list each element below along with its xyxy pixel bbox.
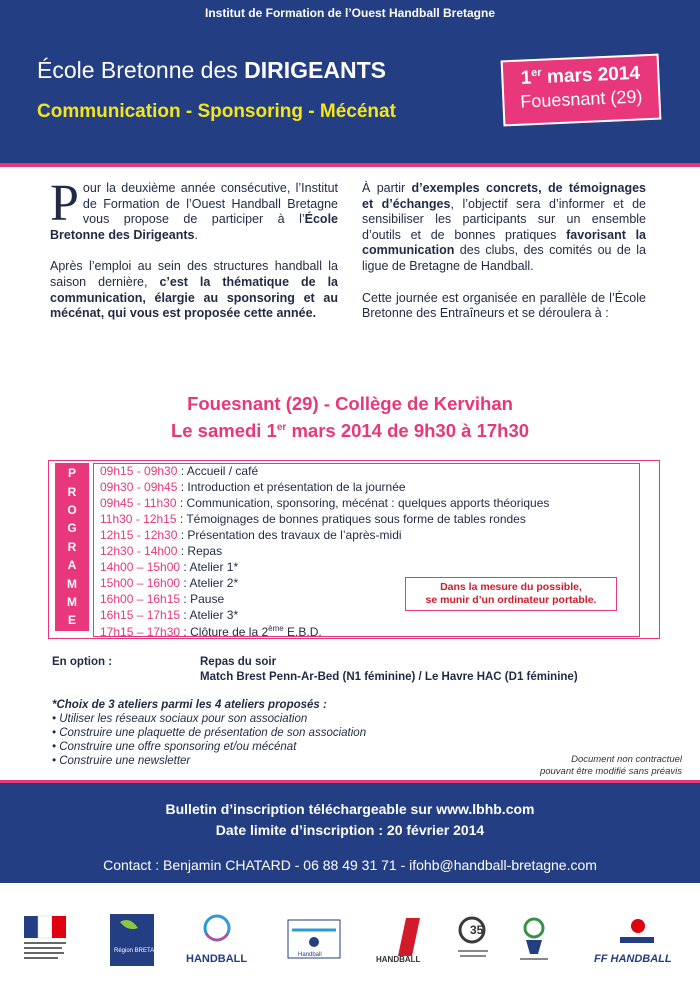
comite-ille-et-vilaine-logo bbox=[452, 912, 496, 968]
schedule-row: 09h15 - 09h30 : Accueil / café bbox=[100, 464, 259, 478]
schedule-row: 12h30 - 14h00 : Repas bbox=[100, 544, 223, 558]
workshop-item: • Utiliser les réseaux sociaux pour son association bbox=[52, 713, 308, 725]
region-bretagne-logo-text: Région BRETAGNE bbox=[114, 948, 168, 954]
schedule-row: 14h00 – 15h00 : Atelier 1* bbox=[100, 560, 239, 574]
comite-handball-logo bbox=[284, 912, 344, 968]
header-accent-strip bbox=[0, 163, 700, 167]
disclaimer: Document non contractuel pouvant être modifié sans préavis bbox=[539, 754, 682, 777]
options-label: En option : bbox=[52, 656, 113, 668]
schedule-row: 11h30 - 12h15 : Témoignages de bonnes pratiques sous forme de tables rondes bbox=[100, 512, 526, 526]
option-match: Match Brest Penn-Ar-Bed (N1 féminine) / Le Havre HAC (D1 féminine) bbox=[200, 671, 578, 683]
contact-line: Contact : Benjamin CHATARD - 06 88 49 31 71 - ifohb@handball-bretagne.com bbox=[103, 857, 597, 873]
workshops-title: *Choix de 3 ateliers parmi les 4 ateliers proposés : bbox=[52, 699, 327, 711]
region-bretagne-logo bbox=[106, 912, 168, 968]
ffhandball-logo-text: FF HANDBALL bbox=[594, 953, 672, 965]
finistere-handball-logo-text: HANDBALL bbox=[376, 955, 421, 964]
workshop-item: • Construire une newsletter bbox=[52, 755, 191, 767]
schedule-row: 16h15 – 17h15 : Atelier 3* bbox=[100, 608, 239, 622]
date-badge: 1er mars 2014 Fouesnant (29) bbox=[501, 54, 662, 127]
ffhandball-logo bbox=[590, 912, 674, 968]
ligue-bretagne-handball-logo bbox=[180, 912, 254, 968]
ligue-bretagne-handball-logo-text: HANDBALL bbox=[186, 953, 248, 965]
workshop-item: • Construire une offre sponsoring et/ou mécénat bbox=[52, 741, 297, 753]
registration-link-text: Bulletin d’inscription téléchargeable sur www.lbhb.com bbox=[165, 801, 535, 817]
programme-label: P R O G R A M M E bbox=[55, 463, 89, 631]
page-title: École Bretonne des DIRIGEANTS bbox=[37, 57, 386, 83]
dropcap: P bbox=[50, 175, 79, 232]
schedule-row: 16h00 – 16h15 : Pause bbox=[100, 592, 225, 606]
schedule-row: 09h45 - 11h30 : Communication, sponsoring, mécénat : quelques apports théoriques bbox=[100, 496, 550, 510]
venue-heading: Fouesnant (29) - Collège de Kervihan Le samedi 1er mars 2014 de 9h30 à 17h30 bbox=[170, 393, 530, 442]
schedule-row: 15h00 – 16h00 : Atelier 2* bbox=[100, 576, 239, 590]
option-dinner: Repas du soir bbox=[200, 656, 277, 668]
schedule-row: 12h15 - 12h30 : Présentation des travaux de l’après-midi bbox=[100, 528, 402, 542]
comite-ille-et-vilaine-logo-text: 35 bbox=[470, 923, 484, 937]
registration-deadline: Date limite d’inscription : 20 février 2014 bbox=[215, 822, 485, 838]
workshop-item: • Construire une plaquette de présentation de son association bbox=[52, 727, 367, 739]
intro-column-right: À partir d’exemples concrets, de témoignages et d’échanges, l’objectif sera d’informer et de sensibiliser les participants sur un ensemble d’outils et de bonnes pratiques favorisant la communication des clubs, des comités ou de la ligue de Bretagne de Handball. Cette journée est organisée en parallèle de l’École Bretonne des Entraîneurs et se déroulera à : bbox=[362, 181, 646, 321]
schedule-row: 09h30 - 09h45 : Introduction et présentation de la journée bbox=[100, 480, 406, 494]
comite-handball-logo-text: Handball bbox=[298, 952, 322, 958]
morbihan-handball-logo bbox=[512, 912, 556, 968]
finistere-handball-logo bbox=[370, 912, 430, 968]
organization-name: Institut de Formation de l’Ouest Handball Bretagne bbox=[204, 6, 496, 20]
schedule-row: 17h15 – 17h30 : Clôture de la 2ème E.B.D. bbox=[100, 624, 322, 639]
page-subtitle: Communication - Sponsoring - Mécénat bbox=[37, 101, 396, 122]
laptop-note: Dans la mesure du possible, se munir d’un ordinateur portable. bbox=[405, 577, 617, 611]
republique-francaise-logo bbox=[20, 912, 70, 968]
intro-column-left: Pour la deuxième année consécutive, l’Institut de Formation de l’Ouest Handball Bretagne vous propose de participer à l’École Bretonne des Dirigeants. Après l’emploi au sein des structures handball la saison dernière, c’est la thématique de la communication, élargie au sponsoring et au mécénat, qui vous est proposée cette année. bbox=[50, 175, 338, 321]
